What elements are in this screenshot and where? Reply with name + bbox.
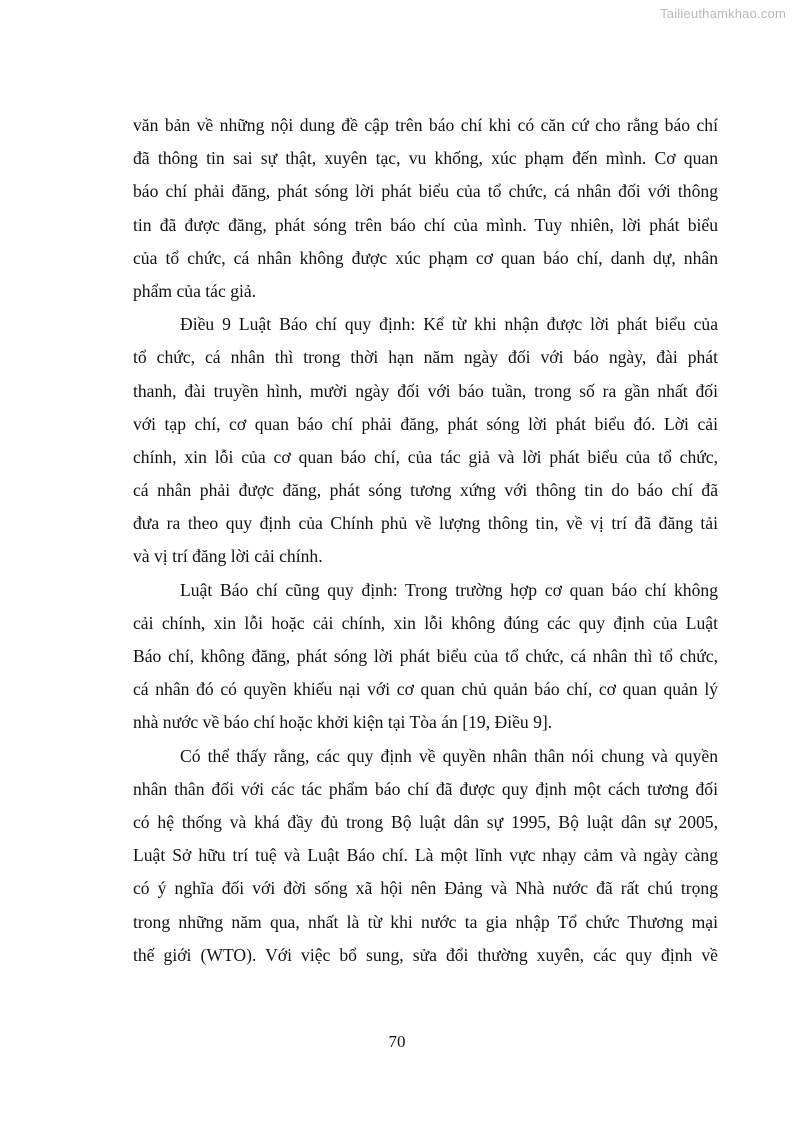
text-line: nhà nước về báo chí hoặc khởi kiện tại Tòa án [19, Điều 9]. (133, 712, 553, 733)
text-line: trong những năm qua, nhất là từ khi nước ta gia nhập Tổ chức Thương mại (133, 911, 718, 932)
paragraph-2 (133, 308, 718, 574)
paragraph-4 (133, 740, 718, 972)
text-line: của tổ chức, cá nhân không được xúc phạm cơ quan báo chí, danh dự, nhân (133, 247, 718, 268)
text-line: tin đã được đăng, phát sóng trên báo chí của mình. Tuy nhiên, lời phát biểu (133, 214, 718, 235)
text-line: Có thể thấy rằng, các quy định về quyền nhân thân nói chung và quyền (180, 745, 718, 766)
text-line: thanh, đài truyền hình, mười ngày đối với báo tuần, trong số ra gần nhất đối (133, 380, 718, 401)
text-line: với tạp chí, cơ quan báo chí phải đăng, phát sóng lời phát biểu đó. Lời cải (133, 413, 718, 434)
text-line: thế giới (WTO). Với việc bổ sung, sửa đổi thường xuyên, các quy định về (133, 944, 718, 965)
text-line: cải chính, xin lỗi hoặc cải chính, xin lỗi không đúng các quy định của Luật (133, 612, 718, 633)
text-line: có ý nghĩa đối với đời sống xã hội nên Đảng và Nhà nước đã rất chú trọng (133, 878, 718, 899)
text-line: có hệ thống và khá đầy đủ trong Bộ luật dân sự 1995, Bộ luật dân sự 2005, (133, 811, 718, 832)
text-line: Báo chí, không đăng, phát sóng lời phát biểu của tổ chức, cá nhân thì tổ chức, (133, 646, 718, 666)
paragraph-1 (133, 109, 718, 308)
text-line: phẩm của tác giả. (133, 280, 257, 301)
text-line: tổ chức, cá nhân thì trong thời hạn năm ngày đối với báo ngày, đài phát (133, 347, 718, 368)
page-number: 70 (388, 1032, 406, 1051)
text-line: cá nhân đó có quyền khiếu nại với cơ quan chủ quản báo chí, cơ quan quản lý (133, 679, 718, 700)
text-line: chính, xin lỗi của cơ quan báo chí, của tác giả và lời phát biểu của tổ chức, (133, 446, 718, 467)
paragraph-3 (133, 574, 718, 740)
document-body (133, 109, 718, 972)
text-line: nhân thân đối với các tác phẩm báo chí đã được quy định một cách tương đối (133, 778, 718, 799)
watermark-text: Tailieuthamkhao.com (660, 6, 786, 21)
text-line: Điều 9 Luật Báo chí quy định: Kể từ khi nhận được lời phát biểu của (180, 314, 718, 335)
text-line: và vị trí đăng lời cải chính. (133, 546, 323, 567)
text-line: Luật Sở hữu trí tuệ và Luật Báo chí. Là một lĩnh vực nhạy cảm và ngày càng (133, 845, 718, 866)
text-line: đưa ra theo quy định của Chính phủ về lượng thông tin, về vị trí đã đăng tải (133, 513, 718, 534)
text-line: đã thông tin sai sự thật, xuyên tạc, vu khống, xúc phạm đến mình. Cơ quan (133, 148, 718, 169)
text-line: văn bản về những nội dung đề cập trên báo chí khi có căn cứ cho rằng báo chí (133, 115, 718, 135)
text-line: báo chí phải đăng, phát sóng lời phát biểu của tổ chức, cá nhân đối với thông (133, 181, 718, 202)
text-line: Luật Báo chí cũng quy định: Trong trường hợp cơ quan báo chí không (180, 579, 718, 600)
text-line: cá nhân phải được đăng, phát sóng tương xứng với thông tin do báo chí đã (133, 480, 718, 501)
